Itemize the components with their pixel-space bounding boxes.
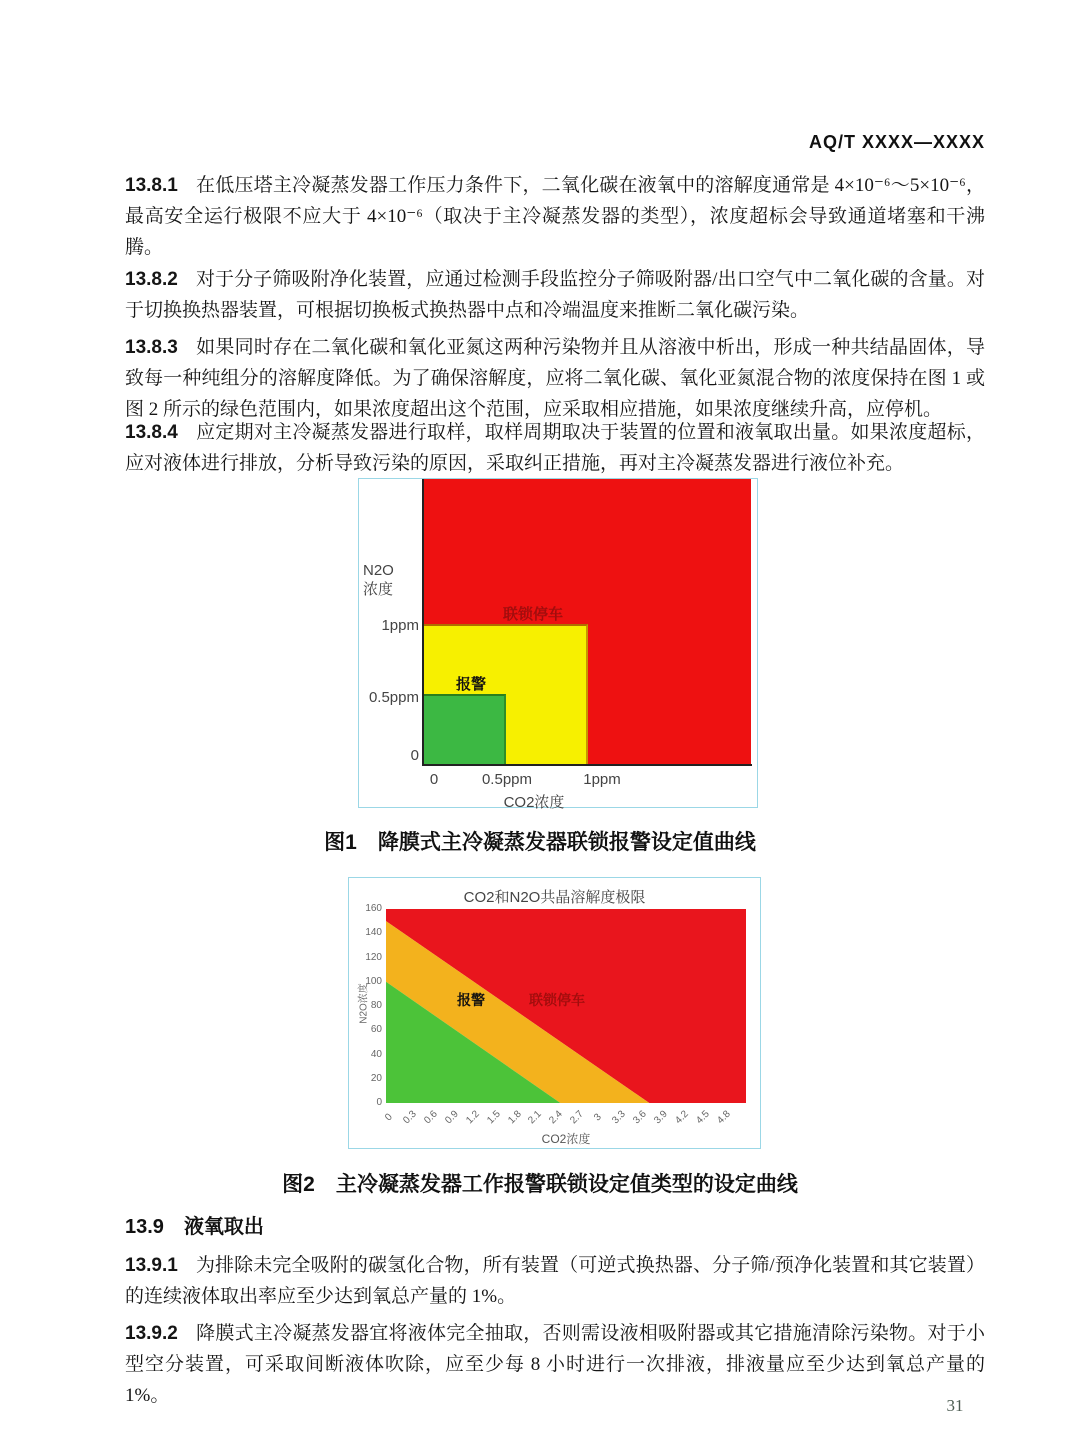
fig2-xtick-0-9: 0.9 bbox=[443, 1108, 461, 1127]
fig2-interlock-label: 联锁停车 bbox=[529, 992, 585, 1008]
fig2-xtick-3: 3 bbox=[592, 1111, 604, 1124]
fig2-ytick-80: 80 bbox=[370, 1000, 382, 1011]
clause-text: 降膜式主冷凝蒸发器宜将液体完全抽取，否则需设液相吸附器或其它措施清除污染物。对于小型空分装置，可采取间断液体吹除，应至少每 8 小时进行一次排液，排液量应至少达到氧总产量的 1%。 bbox=[125, 1323, 985, 1406]
section-heading-13-9 bbox=[125, 1210, 264, 1239]
figure1-chart bbox=[358, 478, 758, 811]
fig2-ytick-160: 160 bbox=[365, 903, 382, 914]
fig2-x-axis-label: CO2浓度 bbox=[541, 1132, 591, 1146]
fig2-xtick-4-2: 4.2 bbox=[673, 1108, 691, 1127]
fig2-xtick-3-3: 3.3 bbox=[610, 1108, 628, 1127]
fig2-xtick-3-6: 3.6 bbox=[631, 1108, 649, 1127]
paragraph-13-8-2 bbox=[125, 264, 985, 326]
paragraph-13-8-3 bbox=[125, 332, 985, 425]
fig2-xtick-1-2: 1.2 bbox=[464, 1108, 482, 1127]
clause-number: 13.9.2 bbox=[125, 1323, 178, 1344]
fig2-title: CO2和N2O共晶溶解度极限 bbox=[463, 889, 646, 906]
paragraph-13-9-1 bbox=[125, 1250, 985, 1312]
fig1-alarm-label: 报警 bbox=[455, 676, 486, 693]
section-number: 13.9 bbox=[125, 1216, 164, 1238]
fig2-y-axis-label: N2O浓度 bbox=[358, 983, 370, 1024]
fig1-ytick-0: 0 bbox=[410, 747, 419, 764]
fig2-xtick-0: 0 bbox=[383, 1111, 395, 1124]
figure2-chart bbox=[348, 877, 761, 1149]
fig1-xtick-0-5ppm: 0.5ppm bbox=[481, 771, 533, 788]
fig1-normal-region bbox=[424, 694, 506, 764]
figure1-caption: 图1 降膜式主冷凝蒸发器联锁报警设定值曲线 bbox=[324, 831, 756, 854]
fig2-xtick-2-7: 2.7 bbox=[568, 1108, 586, 1127]
clause-number: 13.8.4 bbox=[125, 422, 178, 443]
fig2-xtick-0-3: 0.3 bbox=[401, 1108, 419, 1127]
section-title: 液氧取出 bbox=[183, 1216, 264, 1238]
fig1-y-axis-label-line1: N2O bbox=[363, 562, 394, 579]
fig2-alarm-label: 报警 bbox=[457, 992, 485, 1008]
clause-text: 应定期对主冷凝蒸发器进行取样，取样周期取决于装置的位置和液氧取出量。如果浓度超标，应对液体进行排放，分析导致污染的原因，采取纠正措施，再对主冷凝蒸发器进行液位补充。 bbox=[125, 422, 985, 474]
fig2-xtick-0-6: 0.6 bbox=[422, 1108, 440, 1127]
fig2-ytick-140: 140 bbox=[365, 927, 382, 938]
clause-text: 如果同时存在二氧化碳和氧化亚氮这两种污染物并且从溶液中析出，形成一种共结晶固体，导致每一种纯组分的溶解度降低。为了确保溶解度，应将二氧化碳、氧化亚氮混合物的浓度保持在图 1 或图 2 所示的绿色范围内，如果浓度超出这个范围，应采取相应措施，如果浓度继续升高，应停机。 bbox=[125, 337, 985, 420]
clause-number: 13.8.3 bbox=[125, 337, 178, 358]
fig2-xtick-4-5: 4.5 bbox=[694, 1108, 712, 1127]
fig1-xtick-0: 0 bbox=[429, 771, 439, 788]
fig2-ytick-60: 60 bbox=[370, 1024, 382, 1035]
fig1-interlock-label: 联锁停车 bbox=[502, 606, 563, 623]
fig1-ytick-0-5ppm: 0.5ppm bbox=[368, 689, 419, 706]
fig2-ytick-100: 100 bbox=[365, 976, 382, 987]
fig1-y-axis-label bbox=[363, 561, 394, 599]
doc-code-header: AQ/T XXXX—XXXX bbox=[808, 132, 985, 152]
fig1-ytick-1ppm: 1ppm bbox=[381, 617, 419, 634]
fig2-ytick-20: 20 bbox=[370, 1073, 382, 1084]
fig2-xtick-2-4: 2.4 bbox=[547, 1108, 565, 1127]
figure2-caption: 图2 主冷凝蒸发器工作报警联锁设定值类型的设定曲线 bbox=[282, 1173, 798, 1196]
page-number: 31 bbox=[946, 1396, 964, 1415]
clause-text: 为排除未完全吸附的碳氢化合物，所有装置（可逆式换热器、分子筛/预净化装置和其它装置）的连续液体取出率应至少达到氧总产量的 1%。 bbox=[125, 1255, 985, 1307]
clause-text: 在低压塔主冷凝蒸发器工作压力条件下，二氧化碳在液氧中的溶解度通常是 4×10⁻⁶～5×10⁻⁶，最高安全运行极限不应大于 4×10⁻⁶（取决于主冷凝蒸发器的类型），浓度超标会导致通道堵塞和干沸腾。 bbox=[125, 175, 985, 258]
fig2-ytick-0: 0 bbox=[376, 1097, 382, 1108]
fig2-ytick-120: 120 bbox=[365, 952, 382, 963]
clause-text: 对于分子筛吸附净化装置，应通过检测手段监控分子筛吸附器/出口空气中二氧化碳的含量。对于切换换热器装置，可根据切换板式换热器中点和冷端温度来推断二氧化碳污染。 bbox=[125, 269, 985, 321]
fig2-xtick-1-5: 1.5 bbox=[485, 1108, 503, 1127]
clause-number: 13.9.1 bbox=[125, 1255, 178, 1276]
fig1-xtick-1ppm: 1ppm bbox=[583, 771, 621, 788]
fig2-xtick-1-8: 1.8 bbox=[506, 1108, 524, 1127]
fig2-xtick-4-8: 4.8 bbox=[715, 1108, 733, 1127]
fig1-y-axis-line bbox=[422, 479, 424, 766]
fig2-ytick-40: 40 bbox=[370, 1049, 382, 1060]
clause-number: 13.8.1 bbox=[125, 175, 178, 196]
fig1-x-axis-line bbox=[422, 764, 752, 766]
fig1-x-axis-label: CO2浓度 bbox=[503, 794, 565, 811]
fig1-y-axis-label-line2: 浓度 bbox=[363, 581, 394, 598]
paragraph-13-8-1 bbox=[125, 170, 985, 263]
fig2-xtick-3-9: 3.9 bbox=[652, 1108, 670, 1127]
fig2-xtick-2-1: 2.1 bbox=[526, 1108, 544, 1127]
paragraph-13-9-2 bbox=[125, 1318, 985, 1411]
paragraph-13-8-4 bbox=[125, 417, 985, 479]
clause-number: 13.8.2 bbox=[125, 269, 178, 290]
